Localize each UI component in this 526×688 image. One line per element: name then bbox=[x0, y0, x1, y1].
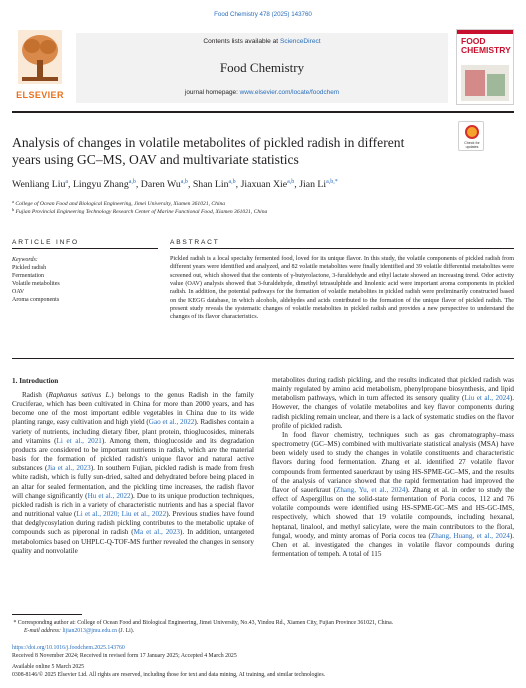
sciencedirect-link[interactable]: ScienceDirect bbox=[279, 38, 321, 45]
elsevier-logo[interactable] bbox=[12, 30, 68, 102]
body-paragraph: Radish (Raphanus sativus L.) belongs to the genus Radish in the family Cruciferae, which has been cultivated in China for more than 2000 years, and has become one of the most important edible vegetables in China due to its wide planting range, easy cultivation and high yield (Gao et al., 2022). Radishes contain a variety of nutrients, including dietary fiber, plant protein, thioglucosides, minerals and vitamins (Li et al., 2021). Among them, thioglucoside and its degradation products are considered to be important nutrients in radish, which are the material basis for the formation of pickled radish's unique flavor and natural active substances (Jia et al., 2023). In southern Fujian, pickled radish is made from fresh white radish, which is fully sun-dried, salted and dehydrated before being placed in an altar for sealed fermentation, and the pickling time increases, the radish flavor will change significantly (Hu et al., 2022). Due to its unique production techniques, pickled radish is rich in a variety of characteristic nutrients and has a special flavor and nutritional value (Li et al., 2020; Liu et al., 2022). Previous studies have found that dedglycosylation during radish pickling contributes to the metabolic uptake of compounds such as piperonal in radish (Ma et al., 2023). In addition, untargeted metabolomics based on UHPLC-Q-TOF-MS further revealed the changes in sensory quality and nonvolatile bbox=[12, 391, 255, 555]
body-column-left bbox=[12, 376, 254, 556]
cover-image bbox=[461, 65, 509, 101]
citation-link[interactable]: Hu et al., 2022 bbox=[87, 491, 131, 500]
article-title: Analysis of changes in volatile metabolites of pickled radish in different years using GC–MS, OAV and multivariate statistics bbox=[12, 135, 405, 167]
affiliation-a: $^a$ College of Ocean Food and Biological Engineering, Jimei University, Xiamen 361021, China bbox=[12, 199, 226, 207]
citation-link[interactable]: Zhang, Yu, et al., 2024 bbox=[336, 485, 406, 494]
elsevier-tree-icon bbox=[18, 30, 62, 84]
check-updates-label: Check for updates bbox=[464, 141, 480, 150]
journal-box bbox=[76, 33, 448, 103]
citation-link[interactable]: Zhang, Huang, et al., 2024 bbox=[430, 531, 510, 540]
email-link[interactable]: lijian2013@jmu.edu.cn bbox=[62, 628, 118, 634]
available-online: Available online 5 March 2025 bbox=[12, 664, 85, 670]
author-name[interactable]: Lingyu Zhang bbox=[72, 179, 129, 190]
author-affiliation-marker[interactable]: a,b bbox=[180, 179, 188, 185]
publisher-name: ELSEVIER bbox=[16, 90, 64, 100]
author-list: Wenliang Liu$^a$, Lingyu Zhang$^{a,b}$, Daren Wu$^{a,b}$, Shan Lin$^{a,b}$, Jiaxuan Xie$^{a,b}$, Jian $Li^{a,b,*}$ bbox=[12, 179, 338, 190]
citation-link[interactable]: Li et al., 2020; Liu et al., 2022 bbox=[76, 510, 167, 519]
author-name[interactable]: Jiaxuan Xie bbox=[240, 179, 288, 190]
check-for-updates-button[interactable] bbox=[458, 121, 484, 151]
affiliation-b: $^b$ Fujian Provincial Engineering Technology Research Center of Marine Functional Food, Xiamen 361021, China bbox=[12, 207, 268, 215]
author-affiliation-marker[interactable]: a,b bbox=[228, 179, 236, 185]
doi-link[interactable]: https://doi.org/10.1016/j.foodchem.2025.143760 bbox=[12, 645, 125, 651]
cover-title: FOOD CHEMISTRY bbox=[461, 36, 511, 55]
homepage-line: journal homepage: www.elsevier.com/locate/foodchem bbox=[184, 89, 340, 96]
keyword: Volatile metabolites bbox=[12, 281, 60, 287]
keyword: OAV bbox=[12, 289, 25, 295]
author-affiliation-marker[interactable]: a bbox=[65, 179, 69, 185]
check-updates-icon bbox=[465, 125, 479, 139]
copyright-line: 0308-8146/© 2025 Elsevier Ltd. All rights are reserved, including those for text and data mining, AI training, and similar technologies. bbox=[12, 672, 326, 678]
author-name[interactable]: Shan Lin bbox=[192, 179, 229, 190]
keyword: Fermentation bbox=[12, 273, 44, 279]
keyword: Pickled radish bbox=[12, 265, 47, 271]
abstract-rule bbox=[170, 248, 514, 249]
citation-link[interactable]: Liu et al., 2024 bbox=[464, 394, 510, 403]
corresponding-author-note: * Corresponding author at: College of Ocean Food and Biological Engineering, Jimei University, No.43, Yindou Rd., Xiamen City, Fujian Province 361021, China. bbox=[12, 620, 394, 626]
homepage-link[interactable]: www.elsevier.com/locate/foodchem bbox=[239, 89, 340, 96]
author-affiliation-marker[interactable]: a,b bbox=[287, 179, 295, 185]
body-paragraph: In food flavor chemistry, techniques such as gas chromatography–mass spectrometry (GC–MS) combined with multivariate statistical analysis (MSA) have been widely used to study the changes in volatile constituents and characteristic flavors during food fermentation. Zhang et al. identified 27 volatile flavor compounds from fermented sauerkraut by using HS-SPME-GC–MS, and the results of the analysis of variance showed that the rapid fermentation had improved the flavor of sauerkraut (Zhang, Yu, et al., 2024). Zhang et al. in order to study the effect of Aspergillus on the solid-state fermentation of Poria cocos, 112 and 76 volatile compounds were identified using HS-SPME-GC–MS and HS-GC-IMS, respectively, which showed that 19 volatile compounds, including hexanal, heptanal, linalool, and methyl salicylate, were the main contributors to the floral, fungal, woody, and minty aromas of Poria cocos tea (Zhang, Huang, et al., 2024). Chen et al. investigated the changes in volatile flavor compounds during fermentation of tempeh. A total of 115 bbox=[272, 430, 515, 558]
body-column-right bbox=[272, 376, 514, 559]
citation-link[interactable]: Gao et al., 2022 bbox=[148, 418, 195, 427]
author-name[interactable]: Daren Wu bbox=[140, 179, 181, 190]
author-name[interactable]: Jian Li bbox=[299, 179, 327, 190]
citation-link[interactable]: Ma et al., 2023 bbox=[133, 528, 181, 537]
masthead-divider bbox=[12, 111, 514, 113]
author-affiliation-marker[interactable]: a,b,* bbox=[326, 179, 338, 185]
citation-link[interactable]: Li et al., 2021 bbox=[56, 436, 102, 445]
journal-name: Food Chemistry bbox=[219, 60, 305, 75]
keyword: Aroma components bbox=[12, 297, 60, 303]
keywords-label: Keywords: bbox=[12, 257, 38, 263]
article-info-heading: ARTICLE INFO bbox=[12, 239, 79, 246]
abstract-bottom-rule bbox=[12, 358, 514, 359]
introduction-heading: 1. Introduction bbox=[12, 377, 59, 385]
body-paragraph: metabolites during radish pickling, and the results indicated that pickled radish was mainly regulated by amino acid metabolism, phenylpropane biosynthesis, and lipid metabolism pathways, which in turn affected its sensory quality (Liu et al., 2024). However, the changes of volatile metabolites and key flavor components during radish pickling remain unclear, and there is a lack of systematic studies on the flavor profile of pickled radish. bbox=[272, 376, 514, 430]
masthead bbox=[12, 27, 514, 107]
article-info-rule bbox=[12, 248, 158, 249]
abstract-heading: ABSTRACT bbox=[170, 239, 220, 246]
citation-link[interactable]: Jia et al., 2023 bbox=[47, 464, 91, 473]
contents-line: Contents lists available at ScienceDirect bbox=[203, 38, 321, 45]
author-name[interactable]: Wenliang Liu bbox=[12, 179, 66, 190]
abstract-text: Pickled radish is a local specialty fermented food, loved for its unique flavor. In this study, the volatile components of pickled radish from different years were identified and analyzed, and 82 volatile metabolites were finally identified and 39 volatile differential metabolites were screened out, which showed that the contents of γ-butyrolactone, 3-furaldehyde and ethyl lactate showed an increasing trend. Odor activity value (OAV) analysis showed that 3-furaldehyde, dimethyl tetrasulphide and linolenic acid were important aroma components in pickled radish. In addition, the potential pathways for the formation of volatile metabolites in pickled radish were preliminarily constructed based on the KEGG database, in which alcohols, aldehydes and acids contributed to the formation of the unique flavor of pickled radish. The present study reveals the systematic changes of volatile metabolites in pickled radish and provides a new perspective to understand the changes of its flavor characteristics. bbox=[170, 256, 514, 321]
email-note: E-mail address: lijian2013@jmu.edu.cn (J. Li). bbox=[24, 628, 135, 634]
author-affiliation-marker[interactable]: a,b bbox=[128, 179, 136, 185]
journal-citation[interactable]: Food Chemistry 478 (2025) 143760 bbox=[214, 11, 312, 18]
received-dates: Received 8 November 2024; Received in revised form 17 January 2025; Accepted 4 March 2025 bbox=[12, 653, 237, 659]
footnote-rule bbox=[12, 614, 82, 615]
journal-cover[interactable] bbox=[456, 29, 514, 105]
cover-band bbox=[457, 30, 513, 34]
